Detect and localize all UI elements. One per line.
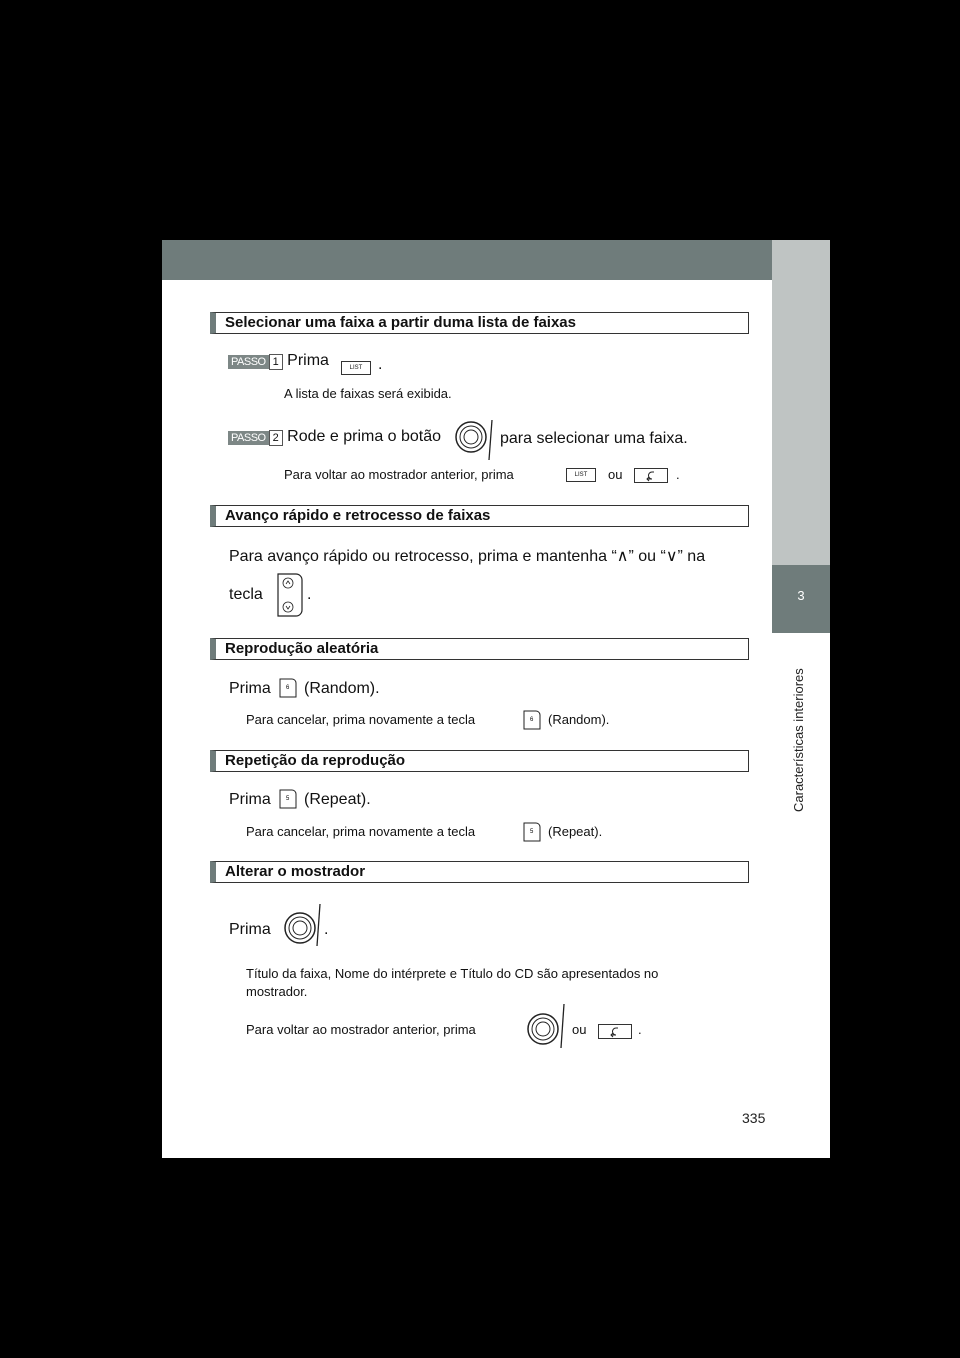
knob-icon [524, 1004, 568, 1050]
display-note-end: . [638, 1022, 642, 1037]
step2-line [228, 428, 441, 446]
seek-text-end: . [307, 586, 312, 603]
step1-badge: PASSO 1 [228, 354, 283, 368]
repeat-main-b: (Repeat). [304, 791, 371, 808]
section-header-random: Reprodução aleatória [210, 638, 749, 660]
step1-note: A lista de faixas será exibida. [284, 386, 452, 401]
random-main-b: (Random). [304, 680, 380, 697]
section-header-repeat: Repetição da reprodução [210, 750, 749, 772]
svg-text:6: 6 [530, 717, 534, 723]
preset-key-icon [523, 710, 541, 730]
side-tab-background [772, 240, 830, 565]
list-key-icon: LIST [566, 468, 596, 482]
preset-key-icon [279, 678, 297, 698]
step2-note: Para voltar ao mostrador anterior, prima [284, 467, 514, 482]
header-band [162, 240, 830, 280]
seek-key-icon [276, 572, 304, 618]
seek-text-line1: Para avanço rápido ou retrocesso, prima e mantenha “∧” ou “∨” na [229, 548, 706, 565]
step1-text: Prima [287, 352, 329, 369]
step1-end: . [378, 356, 383, 373]
svg-text:5: 5 [286, 796, 290, 802]
section-header-display: Alterar o mostrador [210, 861, 749, 883]
step1-line [228, 352, 329, 370]
repeat-note-a: Para cancelar, prima novamente a tecla [246, 824, 476, 839]
repeat-main-a: Prima [229, 791, 271, 808]
knob-icon [452, 420, 496, 462]
preset-key-icon [279, 789, 297, 809]
svg-text:6: 6 [286, 685, 290, 691]
list-key-icon: LIST [341, 361, 371, 375]
step2-text-end: para selecionar uma faixa. [500, 430, 688, 447]
back-key-icon [634, 468, 668, 483]
display-note-or: ou [572, 1022, 587, 1037]
section-header-seek: Avanço rápido e retrocesso de faixas [210, 505, 749, 527]
chapter-number: 3 [797, 588, 805, 603]
seek-text-line2: tecla [229, 586, 263, 603]
random-note-a: Para cancelar, prima novamente a tecla [246, 712, 476, 727]
back-key-icon [598, 1024, 632, 1039]
random-note-b: (Random). [548, 712, 610, 727]
display-note-1: Título da faixa, Nome do intérprete e Título do CD são apresentados no mostrador. [246, 966, 659, 999]
repeat-note-b: (Repeat). [548, 824, 603, 839]
step2-note-or: ou [608, 467, 623, 482]
display-main-a: Prima [229, 921, 271, 938]
page-number: 335 [742, 1110, 766, 1126]
step2-badge: PASSO 2 [228, 430, 283, 444]
svg-text:5: 5 [530, 829, 534, 835]
step2-note-end: . [676, 467, 680, 482]
preset-key-icon [523, 822, 541, 842]
knob-icon [282, 904, 324, 948]
chapter-title: Características interiores [791, 668, 806, 812]
display-note-2: Para voltar ao mostrador anterior, prima [246, 1022, 476, 1037]
step2-text: Rode e prima o botão [287, 428, 442, 445]
display-main-end: . [324, 921, 329, 938]
section-header-track-list: Selecionar uma faixa a partir duma lista de faixas [210, 312, 749, 334]
manual-page [162, 240, 830, 1158]
random-main-a: Prima [229, 680, 271, 697]
